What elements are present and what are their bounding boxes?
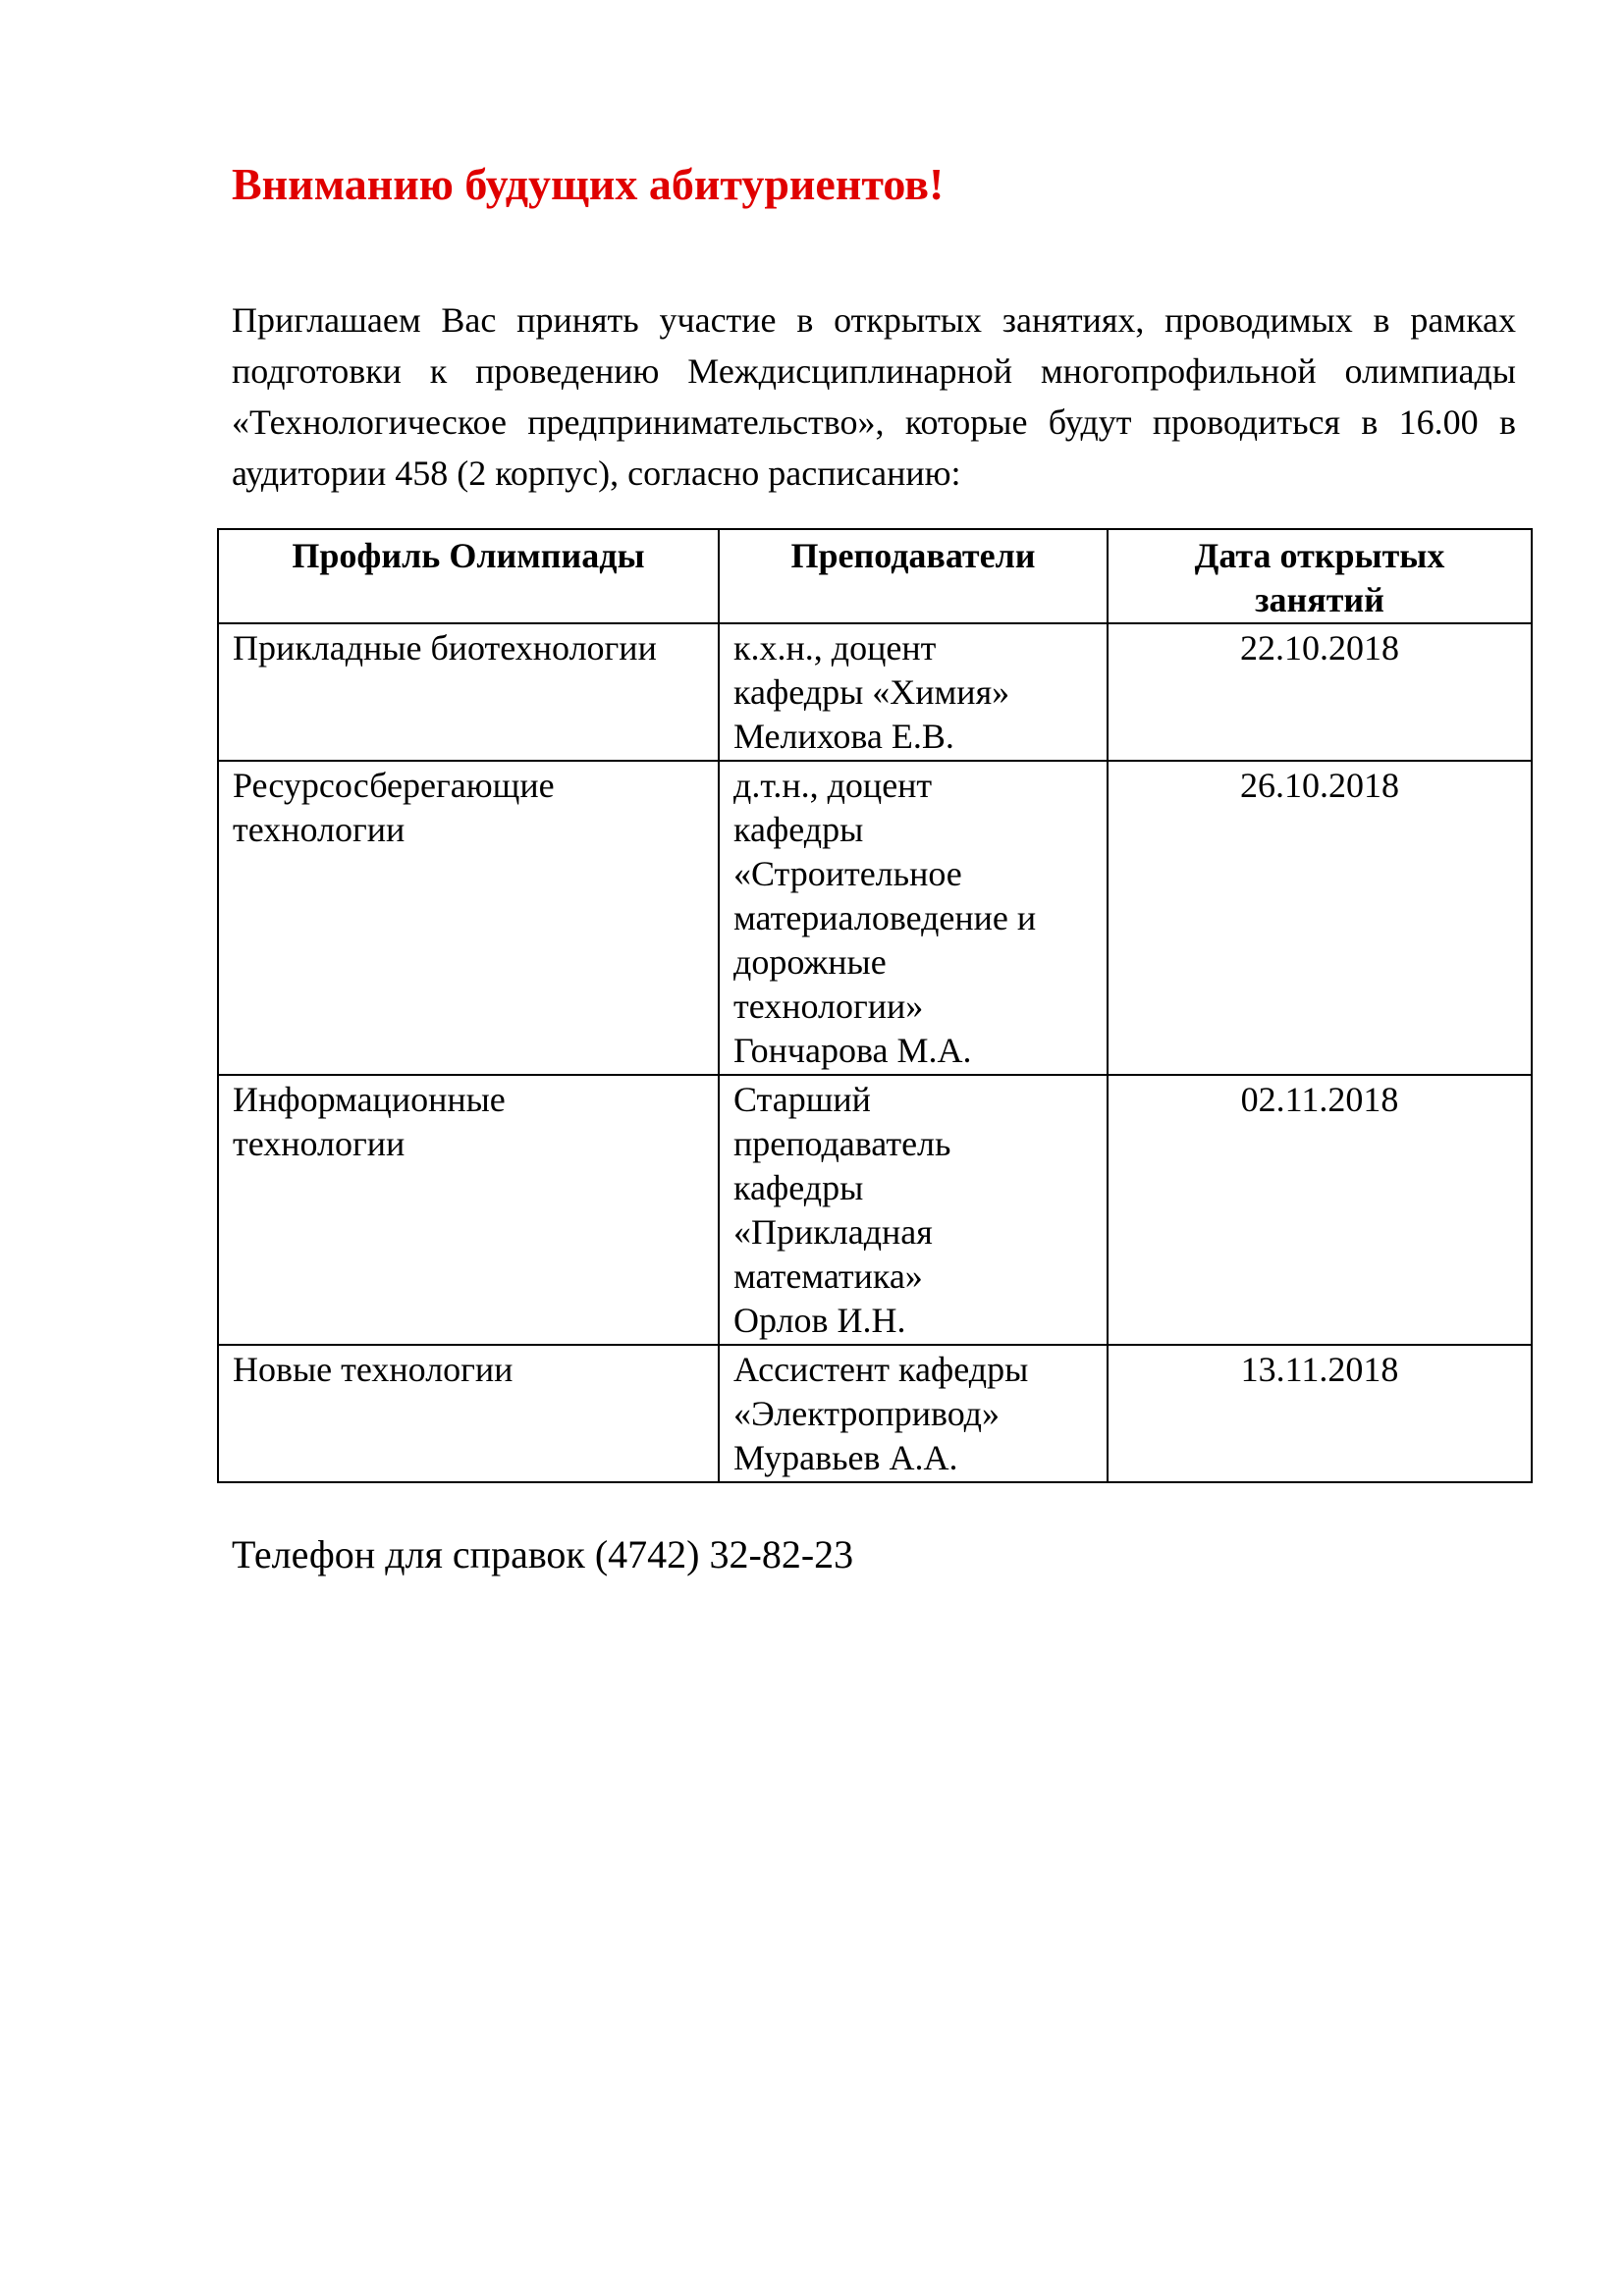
profile-cell: Прикладные биотехнологии <box>218 623 719 761</box>
date-cell: 22.10.2018 <box>1108 623 1532 761</box>
schedule-table <box>217 528 1533 1483</box>
teacher-cell: к.х.н., доцент кафедры «Химия» Мелихова Е.В. <box>719 623 1108 761</box>
header-profile: Профиль Олимпиады <box>218 529 719 623</box>
table-row <box>218 761 1532 1075</box>
header-date: Дата открытых занятий <box>1108 529 1532 623</box>
profile-cell: Ресурсосберегающие технологии <box>218 761 719 1075</box>
table-header-row <box>218 529 1532 623</box>
date-cell: 02.11.2018 <box>1108 1075 1532 1345</box>
profile-cell: Информационные технологии <box>218 1075 719 1345</box>
intro-paragraph: Приглашаем Вас принять участие в открытых занятиях, проводимых в рамках подготовки к проведению Междисциплинарной многопрофильной олимпиады «Технологическое предпринимательство», которые будут проводиться в 16.00 в аудитории 458 (2 корпус), согласно расписанию: <box>232 300 1516 493</box>
table-row <box>218 1345 1532 1482</box>
phone-line: Телефон для справок (4742) 32-82-23 <box>232 1532 854 1576</box>
profile-cell: Новые технологии <box>218 1345 719 1482</box>
date-cell: 26.10.2018 <box>1108 761 1532 1075</box>
page-title: Вниманию будущих абитуриентов! <box>232 159 945 209</box>
teacher-cell: Старший преподаватель кафедры «Прикладная математика» Орлов И.Н. <box>719 1075 1108 1345</box>
table-row <box>218 623 1532 761</box>
date-cell: 13.11.2018 <box>1108 1345 1532 1482</box>
table-row <box>218 1075 1532 1345</box>
header-teacher: Преподаватели <box>719 529 1108 623</box>
teacher-cell: д.т.н., доцент кафедры «Строительное материаловедение и дорожные технологии» Гончарова М.А. <box>719 761 1108 1075</box>
teacher-cell: Ассистент кафедры «Электропривод» Муравьев А.А. <box>719 1345 1108 1482</box>
